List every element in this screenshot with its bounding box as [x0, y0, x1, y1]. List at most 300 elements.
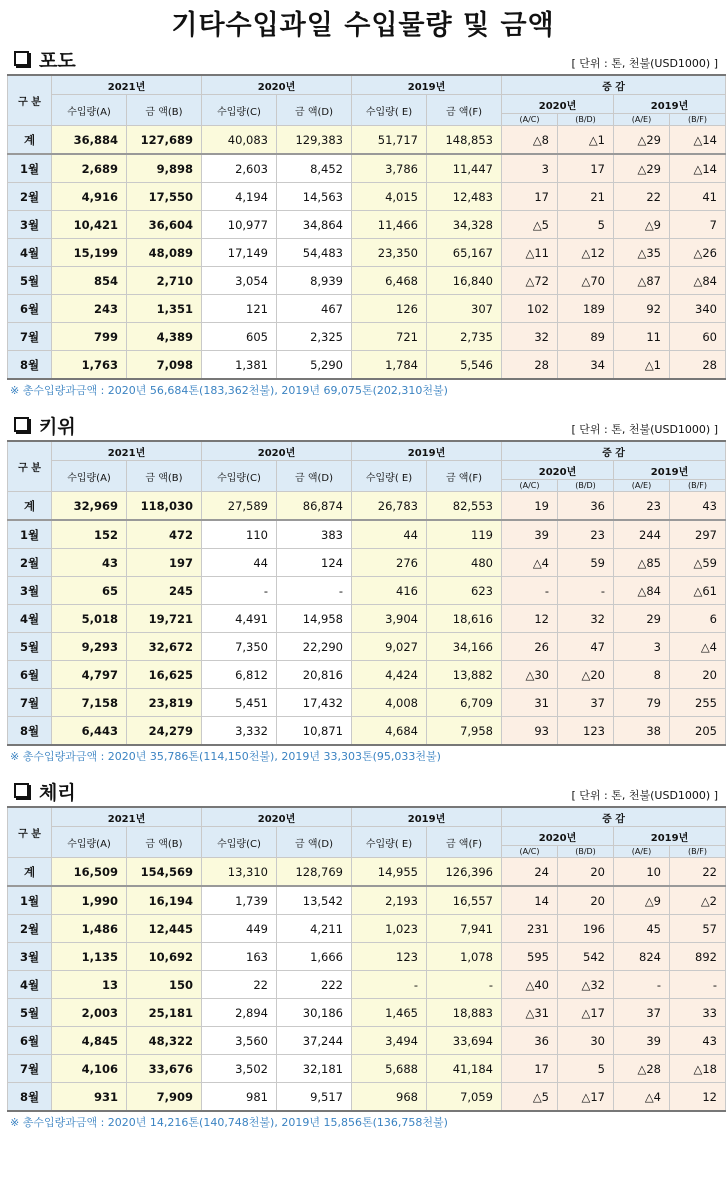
table-row	[8, 267, 726, 295]
table-cell: 1,784	[352, 351, 427, 380]
table-cell: 16,625	[127, 661, 202, 689]
header-amt-f: 금 액(F)	[427, 827, 502, 858]
table-cell: 892	[670, 943, 726, 971]
table-cell: △32	[558, 971, 614, 999]
table-cell: △30	[502, 661, 558, 689]
table-cell: 31	[502, 689, 558, 717]
table-cell: -	[614, 971, 670, 999]
header-ratio-ac: (A/C)	[502, 114, 558, 126]
table-cell: △20	[558, 661, 614, 689]
table-cell: 127,689	[127, 126, 202, 155]
table-cell: 82,553	[427, 492, 502, 521]
table-cell: △31	[502, 999, 558, 1027]
table-cell: 3,786	[352, 154, 427, 183]
table-cell: 13,882	[427, 661, 502, 689]
table-cell: 4,491	[202, 605, 277, 633]
table-cell: △61	[670, 577, 726, 605]
table-cell: 189	[558, 295, 614, 323]
table-row	[8, 1055, 726, 1083]
table-cell: -	[202, 577, 277, 605]
table-cell: 1월	[8, 154, 52, 183]
table-cell: 16,557	[427, 886, 502, 915]
table-cell: 48,089	[127, 239, 202, 267]
table-cell: 28	[502, 351, 558, 380]
table-cell: 152	[52, 520, 127, 549]
table-cell: 36	[502, 1027, 558, 1055]
checkbox-icon	[14, 51, 29, 66]
table-cell: 23,350	[352, 239, 427, 267]
table-cell: 9,027	[352, 633, 427, 661]
table-cell: 34,166	[427, 633, 502, 661]
header-2021: 2021년	[52, 75, 202, 95]
table-cell: 59	[558, 549, 614, 577]
table-cell: △2	[670, 886, 726, 915]
header-row	[8, 95, 726, 114]
table-cell: 4,845	[52, 1027, 127, 1055]
table-cell: 13	[52, 971, 127, 999]
table-cell: 196	[558, 915, 614, 943]
table-cell: 10,421	[52, 211, 127, 239]
table-cell: 2,193	[352, 886, 427, 915]
table-cell: 231	[502, 915, 558, 943]
table-row	[8, 549, 726, 577]
table-cell: 5,688	[352, 1055, 427, 1083]
section-title-label: 키위	[39, 416, 76, 438]
table-cell: 255	[670, 689, 726, 717]
section-title	[14, 414, 76, 440]
section-title	[14, 48, 76, 74]
table-cell: 4,194	[202, 183, 277, 211]
table-cell: 118,030	[127, 492, 202, 521]
table-cell: 7월	[8, 323, 52, 351]
table-cell: 23,819	[127, 689, 202, 717]
table-cell: 4,008	[352, 689, 427, 717]
table-cell: 30	[558, 1027, 614, 1055]
table-cell: 8월	[8, 1083, 52, 1112]
checkbox-icon	[14, 417, 29, 432]
table-cell: 243	[52, 295, 127, 323]
table-cell: 65,167	[427, 239, 502, 267]
table-cell: 5,018	[52, 605, 127, 633]
table-cell: 8월	[8, 717, 52, 746]
table-cell: 6,468	[352, 267, 427, 295]
table-cell: 7,350	[202, 633, 277, 661]
table-row	[8, 295, 726, 323]
table-cell: 124	[277, 549, 352, 577]
total-note: ※ 총수입량과금액 : 2020년 14,216톤(140,748천불), 2019년 15,856톤(136,758천불)	[10, 1116, 448, 1129]
table-cell: 37,244	[277, 1027, 352, 1055]
table-cell: 11	[614, 323, 670, 351]
header-vol-c: 수입량(C)	[202, 461, 277, 492]
table-row	[8, 886, 726, 915]
header-change: 증 감	[502, 75, 726, 95]
table-cell: 6	[670, 605, 726, 633]
table-cell: 54,483	[277, 239, 352, 267]
table-cell: 222	[277, 971, 352, 999]
table-cell: 33,676	[127, 1055, 202, 1083]
total-note: ※ 총수입량과금액 : 2020년 35,786톤(114,150천불), 2019년 33,303톤(95,033천불)	[10, 750, 441, 763]
header-sub-2019: 2019년	[614, 95, 726, 114]
header-ratio-ae: (A/E)	[614, 846, 670, 858]
table-cell: △4	[670, 633, 726, 661]
table-cell: 1,023	[352, 915, 427, 943]
table-cell: 595	[502, 943, 558, 971]
table-cell: △11	[502, 239, 558, 267]
table-cell: -	[277, 577, 352, 605]
table-cell: 37	[558, 689, 614, 717]
table-cell: 3,332	[202, 717, 277, 746]
table-cell: △4	[614, 1083, 670, 1112]
table-cell: 931	[52, 1083, 127, 1112]
table-cell: 163	[202, 943, 277, 971]
table-cell: 3,502	[202, 1055, 277, 1083]
table-cell: 26,783	[352, 492, 427, 521]
table-cell: △17	[558, 1083, 614, 1112]
table-cell: 5	[558, 211, 614, 239]
table-cell: 79	[614, 689, 670, 717]
header-vol-a: 수입량(A)	[52, 827, 127, 858]
table-row	[8, 971, 726, 999]
table-cell: △28	[614, 1055, 670, 1083]
table-row	[8, 717, 726, 746]
table-cell: 30,186	[277, 999, 352, 1027]
table-cell: △9	[614, 886, 670, 915]
table-cell: 5월	[8, 267, 52, 295]
table-cell: 32	[558, 605, 614, 633]
header-ratio-bf: (B/F)	[670, 846, 726, 858]
table-row	[8, 577, 726, 605]
table-cell: 44	[352, 520, 427, 549]
table-cell: 14,955	[352, 858, 427, 887]
table-row	[8, 605, 726, 633]
header-amt-f: 금 액(F)	[427, 95, 502, 126]
table-cell: 150	[127, 971, 202, 999]
table-cell: -	[502, 577, 558, 605]
table-cell: 32	[502, 323, 558, 351]
table-row	[8, 154, 726, 183]
table-cell: 623	[427, 577, 502, 605]
table-cell: -	[427, 971, 502, 999]
table-cell: 148,853	[427, 126, 502, 155]
section-title-label: 체리	[39, 782, 76, 804]
table-cell: 126,396	[427, 858, 502, 887]
table-row	[8, 520, 726, 549]
header-amt-b: 금 액(B)	[127, 95, 202, 126]
table-cell: 10,977	[202, 211, 277, 239]
table-cell: 7,158	[52, 689, 127, 717]
unit-label: [ 단위 : 톤, 천불(USD1000) ]	[571, 57, 718, 70]
table-cell: 16,509	[52, 858, 127, 887]
table-cell: 1,666	[277, 943, 352, 971]
table-cell: 32,969	[52, 492, 127, 521]
table-cell: △1	[558, 126, 614, 155]
table-cell: △40	[502, 971, 558, 999]
unit-label: [ 단위 : 톤, 천불(USD1000) ]	[571, 423, 718, 436]
table-cell: 128,769	[277, 858, 352, 887]
section-header	[0, 414, 726, 440]
table-row	[8, 943, 726, 971]
table-cell: △84	[670, 267, 726, 295]
table-cell: 542	[558, 943, 614, 971]
unit-label: [ 단위 : 톤, 천불(USD1000) ]	[571, 789, 718, 802]
table-cell: 8,939	[277, 267, 352, 295]
table-cell: 5,546	[427, 351, 502, 380]
header-gubun: 구 분	[8, 807, 52, 858]
table-cell: 2월	[8, 549, 52, 577]
table-cell: 22	[202, 971, 277, 999]
header-ratio-bd: (B/D)	[558, 114, 614, 126]
table-cell: 2,603	[202, 154, 277, 183]
table-cell: 48,322	[127, 1027, 202, 1055]
table-cell: 9,898	[127, 154, 202, 183]
table-cell: 7	[670, 211, 726, 239]
table-cell: 24,279	[127, 717, 202, 746]
table-cell: 14,563	[277, 183, 352, 211]
table-cell: 5	[558, 1055, 614, 1083]
table-cell: 205	[670, 717, 726, 746]
table-row	[8, 183, 726, 211]
table-cell: 3월	[8, 211, 52, 239]
table-cell: 36,884	[52, 126, 127, 155]
table-cell: 34,864	[277, 211, 352, 239]
table-cell: 10,692	[127, 943, 202, 971]
section-header	[0, 48, 726, 74]
table-cell: 12,445	[127, 915, 202, 943]
table-cell: 39	[502, 520, 558, 549]
table-cell: 43	[670, 1027, 726, 1055]
table-row	[8, 351, 726, 380]
table-cell: 38	[614, 717, 670, 746]
table-cell: △87	[614, 267, 670, 295]
table-cell: 24	[502, 858, 558, 887]
table-cell: 6월	[8, 295, 52, 323]
header-ratio-bf: (B/F)	[670, 114, 726, 126]
table-cell: 297	[670, 520, 726, 549]
table-cell: 1,763	[52, 351, 127, 380]
table-cell: △12	[558, 239, 614, 267]
table-cell: 5,290	[277, 351, 352, 380]
table-cell: 6,709	[427, 689, 502, 717]
header-2019: 2019년	[352, 75, 502, 95]
table-cell: 799	[52, 323, 127, 351]
table-cell: 25,181	[127, 999, 202, 1027]
table-cell: 129,383	[277, 126, 352, 155]
table-cell: 3월	[8, 943, 52, 971]
header-ratio-bf: (B/F)	[670, 480, 726, 492]
table-cell: 6,443	[52, 717, 127, 746]
table-cell: 5월	[8, 999, 52, 1027]
table-cell: 721	[352, 323, 427, 351]
table-row	[8, 323, 726, 351]
table-cell: 23	[614, 492, 670, 521]
header-gubun: 구 분	[8, 75, 52, 126]
table-cell: 854	[52, 267, 127, 295]
table-cell: 41	[670, 183, 726, 211]
table-cell: 41,184	[427, 1055, 502, 1083]
table-cell: 37	[614, 999, 670, 1027]
table-row	[8, 126, 726, 155]
header-amt-f: 금 액(F)	[427, 461, 502, 492]
header-2020: 2020년	[202, 75, 352, 95]
table-cell: 17	[558, 154, 614, 183]
table-cell: 449	[202, 915, 277, 943]
table-cell: 2,689	[52, 154, 127, 183]
section-2	[0, 414, 726, 768]
page-title: 기타수입과일 수입물량 및 금액	[171, 10, 555, 41]
table-cell: 1,990	[52, 886, 127, 915]
table-cell: 383	[277, 520, 352, 549]
table-cell: 계	[8, 858, 52, 887]
table-cell: 11,447	[427, 154, 502, 183]
table-cell: △72	[502, 267, 558, 295]
header-2021: 2021년	[52, 807, 202, 827]
header-vol-a: 수입량(A)	[52, 95, 127, 126]
table-cell: 16,840	[427, 267, 502, 295]
table-cell: 20	[558, 886, 614, 915]
table-cell: 40,083	[202, 126, 277, 155]
table-cell: 32,181	[277, 1055, 352, 1083]
table-cell: 60	[670, 323, 726, 351]
table-cell: 4,684	[352, 717, 427, 746]
table-cell: 8월	[8, 351, 52, 380]
table-cell: 3,904	[352, 605, 427, 633]
table-cell: 19,721	[127, 605, 202, 633]
table-cell: 123	[558, 717, 614, 746]
table-cell: 1월	[8, 520, 52, 549]
table-cell: △5	[502, 1083, 558, 1112]
header-vol-a: 수입량(A)	[52, 461, 127, 492]
table-cell: 11,466	[352, 211, 427, 239]
table-cell: △84	[614, 577, 670, 605]
table-cell: 47	[558, 633, 614, 661]
table-cell: 8,452	[277, 154, 352, 183]
header-change: 증 감	[502, 807, 726, 827]
table-cell: 3,560	[202, 1027, 277, 1055]
table-cell: 4월	[8, 971, 52, 999]
table-cell: 33,694	[427, 1027, 502, 1055]
header-change: 증 감	[502, 441, 726, 461]
table-cell: -	[670, 971, 726, 999]
table-cell: 10	[614, 858, 670, 887]
header-ratio-ae: (A/E)	[614, 480, 670, 492]
table-cell: 12,483	[427, 183, 502, 211]
table-cell: 4,106	[52, 1055, 127, 1083]
table-cell: 9,293	[52, 633, 127, 661]
table-row	[8, 661, 726, 689]
header-ratio-bd: (B/D)	[558, 846, 614, 858]
table-cell: 3월	[8, 577, 52, 605]
table-row	[8, 689, 726, 717]
data-table	[7, 440, 726, 746]
table-cell: △14	[670, 126, 726, 155]
header-2020: 2020년	[202, 807, 352, 827]
table-cell: 6,812	[202, 661, 277, 689]
table-row	[8, 239, 726, 267]
table-cell: 17	[502, 183, 558, 211]
table-cell: 15,199	[52, 239, 127, 267]
table-cell: 1,739	[202, 886, 277, 915]
table-cell: 45	[614, 915, 670, 943]
table-cell: 981	[202, 1083, 277, 1112]
header-vol-e: 수입량( E)	[352, 461, 427, 492]
table-cell: △14	[670, 154, 726, 183]
table-cell: 3	[502, 154, 558, 183]
table-cell: 6월	[8, 1027, 52, 1055]
header-vol-e: 수입량( E)	[352, 827, 427, 858]
table-row	[8, 633, 726, 661]
table-cell: 2월	[8, 183, 52, 211]
table-cell: 4,211	[277, 915, 352, 943]
table-cell: 110	[202, 520, 277, 549]
table-cell: 28	[670, 351, 726, 380]
table-cell: 605	[202, 323, 277, 351]
header-ratio-ae: (A/E)	[614, 114, 670, 126]
table-cell: 12	[502, 605, 558, 633]
table-cell: 4,389	[127, 323, 202, 351]
section-header	[0, 780, 726, 806]
table-cell: 4,916	[52, 183, 127, 211]
header-amt-d: 금 액(D)	[277, 827, 352, 858]
table-cell: 7,941	[427, 915, 502, 943]
table-cell: 86,874	[277, 492, 352, 521]
table-cell: 65	[52, 577, 127, 605]
table-cell: 19	[502, 492, 558, 521]
table-cell: 9,517	[277, 1083, 352, 1112]
table-row	[8, 1027, 726, 1055]
table-cell: 244	[614, 520, 670, 549]
table-cell: △8	[502, 126, 558, 155]
table-cell: △29	[614, 126, 670, 155]
table-cell: 34	[558, 351, 614, 380]
table-cell: 22	[614, 183, 670, 211]
header-sub-2020: 2020년	[502, 461, 614, 480]
table-cell: 51,717	[352, 126, 427, 155]
table-row	[8, 999, 726, 1027]
table-cell: △5	[502, 211, 558, 239]
table-cell: 824	[614, 943, 670, 971]
table-cell: -	[558, 577, 614, 605]
table-cell: 14,958	[277, 605, 352, 633]
table-cell: 14	[502, 886, 558, 915]
table-cell: 17,550	[127, 183, 202, 211]
table-cell: 4월	[8, 239, 52, 267]
table-cell: 1,351	[127, 295, 202, 323]
table-cell: 2,735	[427, 323, 502, 351]
table-cell: 32,672	[127, 633, 202, 661]
table-cell: 2,325	[277, 323, 352, 351]
section-title-label: 포도	[39, 50, 76, 72]
table-cell: 3	[614, 633, 670, 661]
table-cell: 340	[670, 295, 726, 323]
table-cell: 968	[352, 1083, 427, 1112]
table-cell: △35	[614, 239, 670, 267]
table-cell: 2,003	[52, 999, 127, 1027]
header-gubun: 구 분	[8, 441, 52, 492]
table-cell: 2월	[8, 915, 52, 943]
header-vol-e: 수입량( E)	[352, 95, 427, 126]
table-cell: 1월	[8, 886, 52, 915]
table-cell: 18,883	[427, 999, 502, 1027]
table-cell: △70	[558, 267, 614, 295]
table-cell: 276	[352, 549, 427, 577]
table-cell: △59	[670, 549, 726, 577]
table-cell: 43	[52, 549, 127, 577]
table-cell: 23	[558, 520, 614, 549]
table-cell: 22,290	[277, 633, 352, 661]
total-note: ※ 총수입량과금액 : 2020년 56,684톤(183,362천불), 2019년 69,075톤(202,310천불)	[10, 384, 448, 397]
table-cell: 17	[502, 1055, 558, 1083]
table-cell: 121	[202, 295, 277, 323]
